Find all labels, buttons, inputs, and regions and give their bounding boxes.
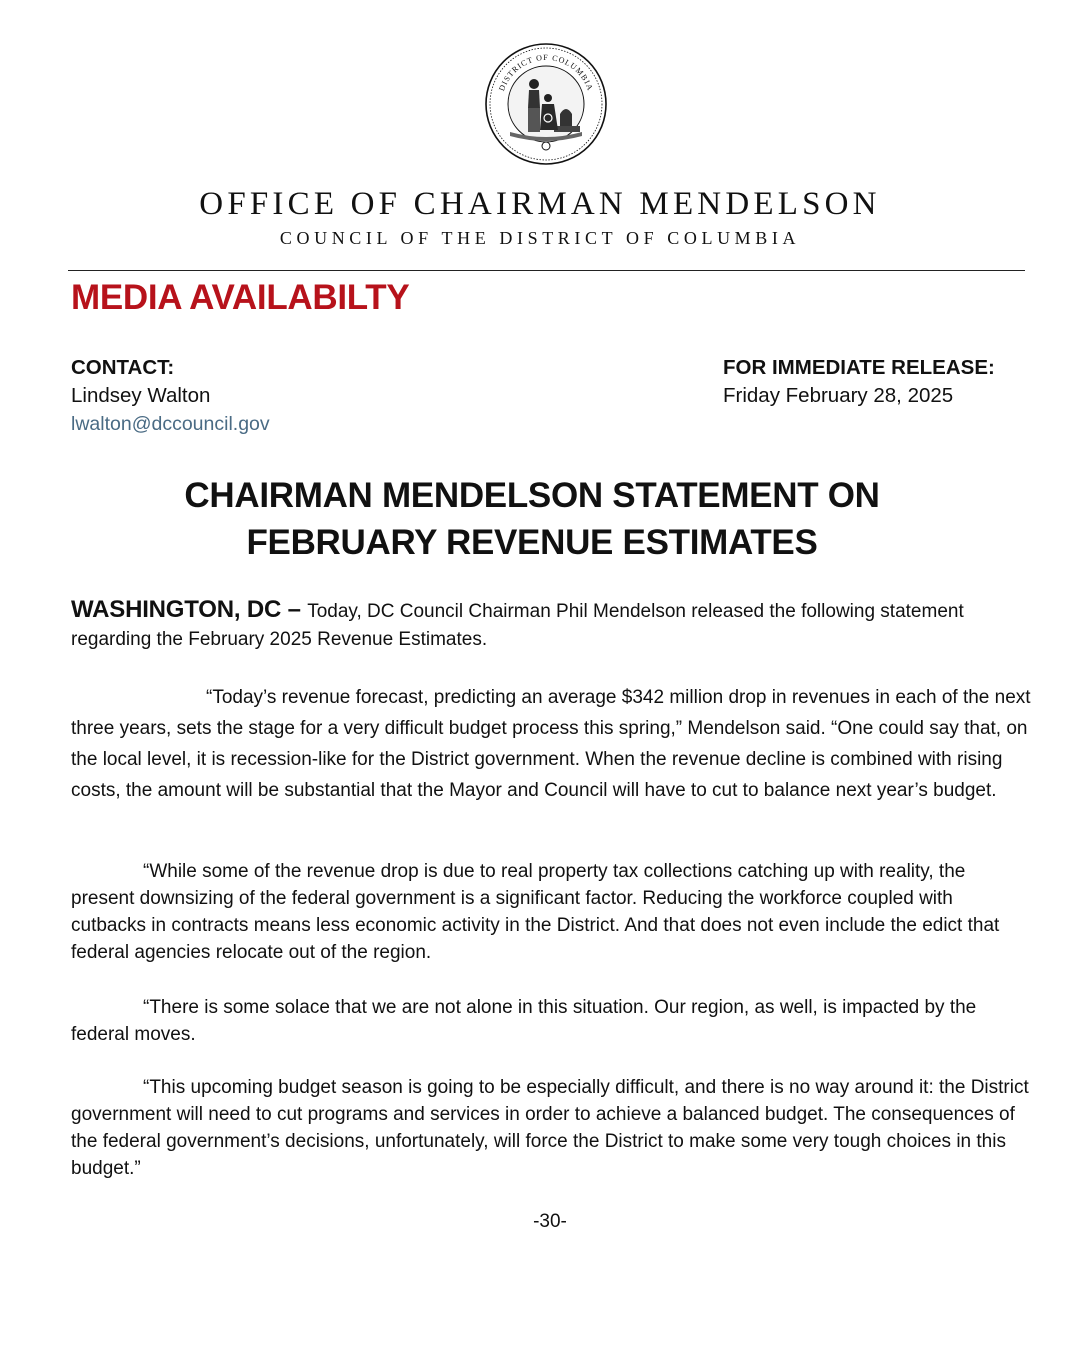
release-label: FOR IMMEDIATE RELEASE:: [723, 356, 995, 379]
svg-text:DISTRICT OF COLUMBIA: DISTRICT OF COLUMBIA: [497, 52, 595, 93]
end-mark: -30-: [533, 1211, 567, 1232]
office-title: OFFICE OF CHAIRMAN MENDELSON: [199, 186, 881, 222]
quote-paragraph-3: [71, 994, 1031, 1048]
headline-line-2: FEBRUARY REVENUE ESTIMATES: [246, 523, 818, 562]
quote-paragraph-1: [71, 682, 1031, 806]
paragraph-text: “While some of the revenue drop is due to real property tax collections catching up with reality, the present downsizing of the federal government is a significant factor. Reducing the workforce coupled with cutbacks in contracts means less economic activity in the District. And that does not even include the edict that federal agencies relocate out of the region.: [71, 861, 1000, 963]
quote-paragraph-2: [71, 858, 1031, 966]
release-date: Friday February 28, 2025: [723, 384, 954, 407]
quote-paragraph-4: [71, 1074, 1031, 1182]
office-subtitle: COUNCIL OF THE DISTRICT OF COLUMBIA: [279, 228, 801, 248]
dc-seal-logo: [484, 42, 608, 166]
contact-label: CONTACT:: [71, 356, 175, 379]
contact-block: [71, 354, 270, 438]
intro-paragraph: [71, 596, 1031, 654]
release-block: [723, 354, 995, 410]
notice-type-label: MEDIA AVAILABILTY: [71, 278, 410, 317]
contact-name: Lindsey Walton: [71, 384, 211, 407]
paragraph-text: “This upcoming budget season is going to be especially difficult, and there is no way around it: the District government will need to cut programs and services in order to achieve a balanced budget. The consequences of the federal government’s decisions, unfortunately, will force the District to make some very tough choices in this budget.”: [71, 1077, 1029, 1179]
paragraph-text: “Today’s revenue forecast, predicting an average $342 million drop in revenues in each of the next three years, sets the stage for a very difficult budget process this spring,” Mendelson said. “One could say that, on the local level, it is recession-like for the District government. When the revenue decline is combined with rising costs, the amount will be substantial that the Mayor and Council will have to cut to balance next year’s budget.: [71, 687, 1031, 801]
dateline: WASHINGTON, DC –: [71, 596, 308, 623]
headline-line-1: CHAIRMAN MENDELSON STATEMENT ON: [184, 476, 880, 515]
contact-email-link[interactable]: lwalton@dccouncil.gov: [71, 413, 270, 435]
press-headline: [0, 472, 1072, 566]
header-divider: [68, 270, 1025, 271]
intro-text: Today, DC Council Chairman Phil Mendelson released the following statement regarding the February 2025 Revenue Estimates.: [71, 601, 964, 650]
paragraph-text: “There is some solace that we are not alone in this situation. Our region, as well, is impacted by the federal moves.: [71, 997, 977, 1045]
